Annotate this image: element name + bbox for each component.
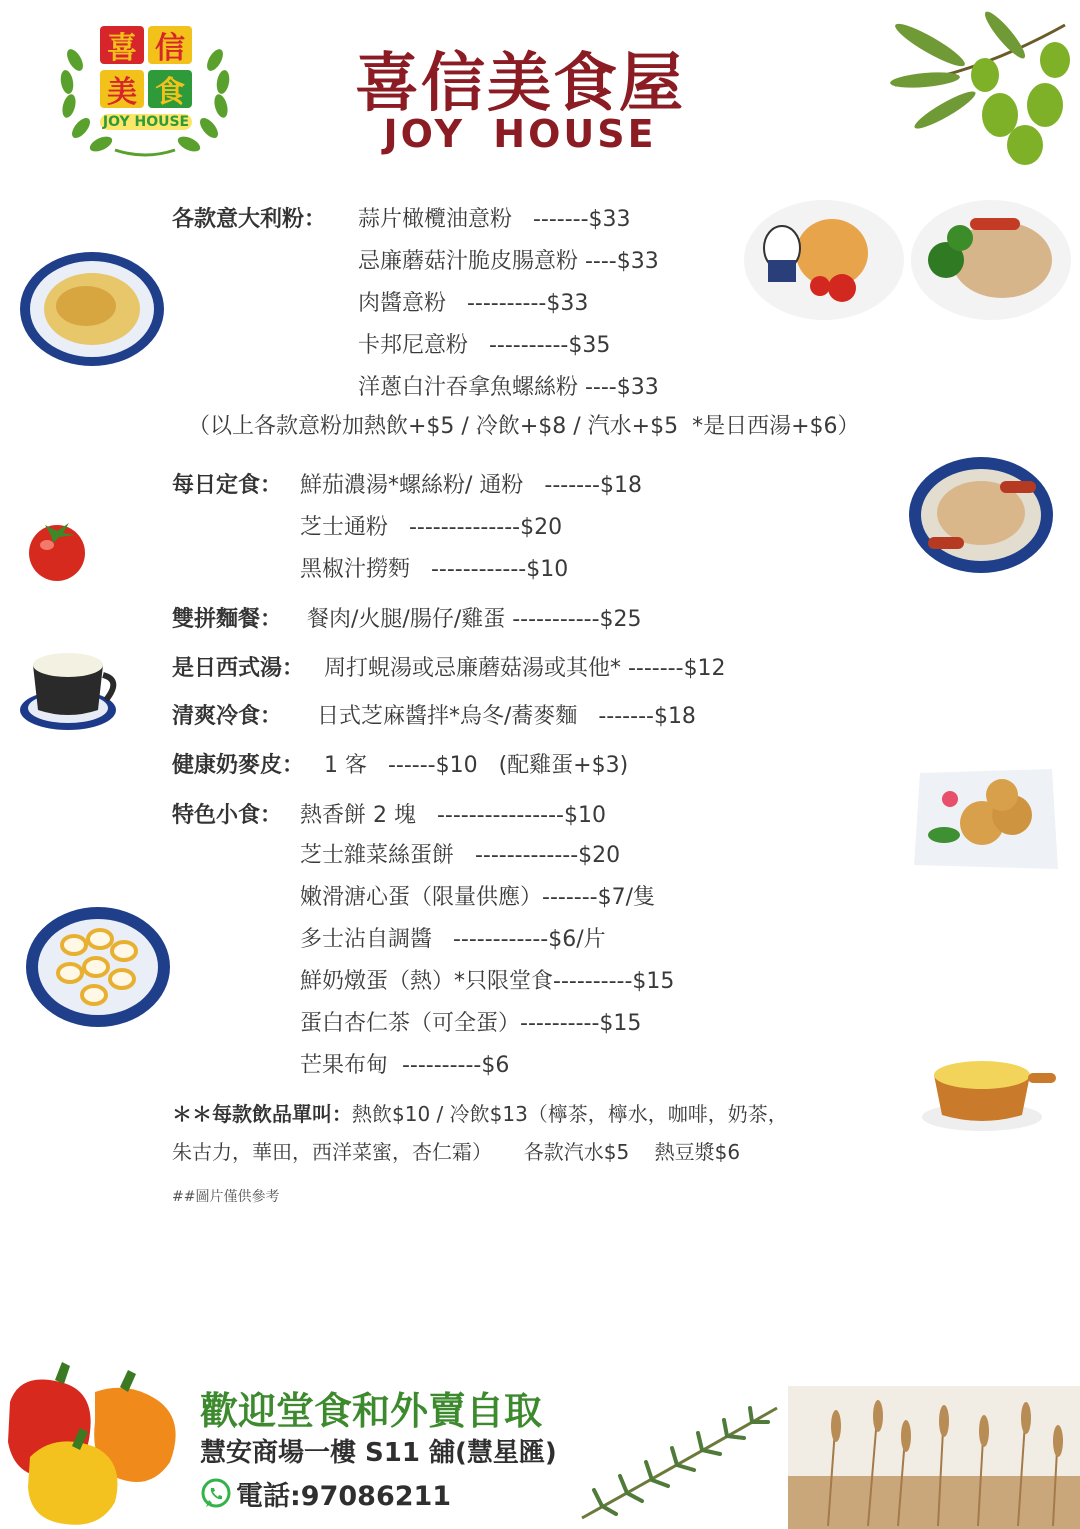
menu-item: 蛋白杏仁茶（可全蛋）----------$15 [300,1011,642,1036]
menu-item: 周打蜆湯或忌廉蘑菇湯或其他* -------$12 [324,656,726,681]
eggs-plate-image [24,905,172,1030]
laurel-wreath-icon [55,20,235,160]
olive-branch-icon [885,5,1075,165]
bell-peppers-image [0,1362,192,1529]
rosemary-image [572,1398,782,1528]
logo-tile-4 [148,70,192,108]
logo-char-1: 喜 [107,31,137,66]
pasta-plate-image [18,250,166,368]
logo-tile-1 [100,26,144,64]
image-disclaimer: ##圖片僅供參考 [172,1189,280,1205]
drinks-line-1 [172,1098,788,1127]
category-daily-set: 每日定食： [172,473,283,498]
pasta-addon-note: （以上各款意粉加熱飲+$5 / 冷飲+$8 / 汽水+$5 *是日西湯+$6） [188,414,860,439]
shop-address: 慧安商場一樓 S11 舖(慧星匯) [200,1438,557,1468]
custard-bowl-image [912,1045,1060,1135]
soup-cup-image [18,640,126,732]
menu-item: 嫩滑溏心蛋（限量供應）-------$7/隻 [300,885,655,910]
category-cold: 清爽冷食： [172,704,283,729]
broccoli-pasta-image [910,198,1072,323]
tomato-image [25,515,90,583]
logo-char-4: 食 [155,75,185,110]
menu-item: 肉醬意粉 ----------$33 [358,291,589,316]
whatsapp-icon [200,1478,232,1510]
menu-item: 洋蔥白汁吞拿魚螺絲粉 ----$33 [358,375,659,400]
sausage-pasta-image [908,455,1054,575]
menu-item: 卡邦尼意粉 ----------$35 [358,333,611,358]
logo-tile-3 [100,70,144,108]
menu-item: 鮮奶燉蛋（熱）*只限堂食----------$15 [300,969,675,994]
logo-char-3: 美 [107,75,137,110]
drinks-line-2: 朱古力，華田，西洋菜蜜，杏仁霜） 各款汽水$5 熱豆漿$6 [172,1140,741,1164]
drinks-text-1: 熱飲$10 / 冷飲$13（檸茶，檸水，咖啡，奶茶， [352,1102,788,1126]
category-snacks: 特色小食： [172,803,283,828]
logo-tile-2 [148,26,192,64]
pancake-image [912,765,1060,873]
welcome-title: 歡迎堂食和外賣自取 [200,1389,543,1433]
category-pasta: 各款意大利粉： [172,207,327,232]
menu-item: 忌廉蘑菇汁脆皮腸意粉 ----$33 [358,249,659,274]
logo-subtitle: JOY HOUSE [100,114,192,130]
menu-item: 日式芝麻醬拌*烏冬/蕎麥麵 -------$18 [296,704,696,729]
menu-item: 芝士雜菜絲蛋餅 -------------$20 [300,843,621,868]
menu-item: 鮮茄濃湯*螺絲粉/ 通粉 -------$18 [300,473,642,498]
logo [55,20,235,160]
menu-item: 多士沾自調醬 ------------$6/片 [300,927,606,952]
menu-item: 芝士通粉 --------------$20 [300,515,563,540]
page-title: 喜信美食屋 [355,47,685,121]
miffy-pasta-image [742,198,907,323]
phone-line [200,1474,451,1513]
menu-item: 芒果布甸 ----------$6 [300,1053,510,1078]
phone-number: 電話:97086211 [236,1481,452,1512]
wheat-field-image [788,1386,1080,1529]
page-subtitle: JOY HOUSE [383,112,657,156]
category-double-noodle: 雙拼麵餐： [172,607,283,632]
menu-item: 黑椒汁撈麪 ------------$10 [300,557,569,582]
category-soup: 是日西式湯： [172,656,305,681]
logo-char-2: 信 [155,31,185,66]
category-oatmeal: 健康奶麥皮： [172,753,305,778]
drinks-prefix: ＊＊每款飲品單叫： [172,1102,352,1126]
menu-item: 熱香餅 2 塊 ----------------$10 [300,803,606,828]
menu-item: 蒜片橄欖油意粉 -------$33 [358,207,631,232]
menu-item: 餐肉/火腿/腸仔/雞蛋 -----------$25 [300,607,642,632]
menu-item: 1 客 ------$10 (配雞蛋+$3) [324,753,629,778]
